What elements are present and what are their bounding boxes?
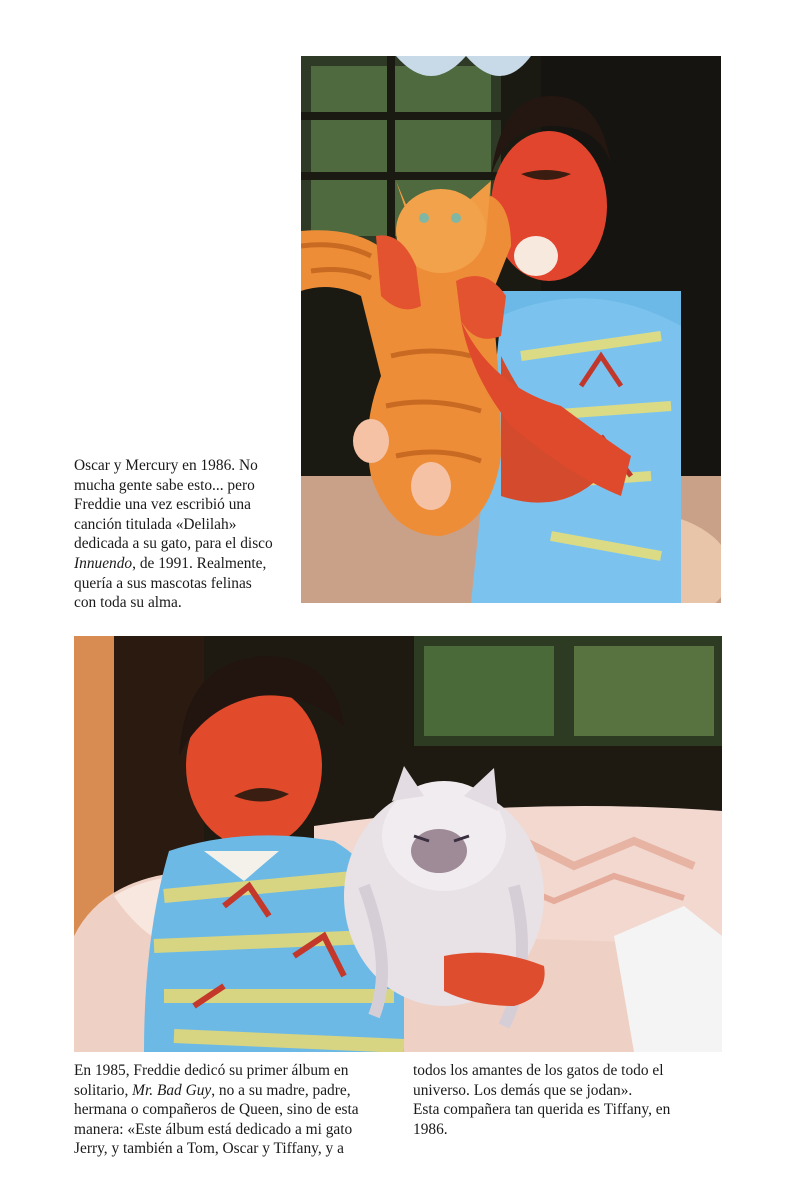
album-title-mr-bad-guy: Mr. Bad Guy <box>132 1081 212 1099</box>
man-with-white-cat-image <box>74 636 722 1052</box>
caption-line: universo. Los demás que se jodan». <box>413 1081 633 1099</box>
caption-mr-bad-guy <box>74 1061 394 1159</box>
caption-tiffany <box>413 1061 723 1139</box>
caption-line-start: solitario, <box>74 1081 133 1099</box>
caption-line: Jerry, y también a Tom, Oscar y Tiffany, y a <box>74 1140 344 1158</box>
caption-line: 1986. <box>413 1120 448 1138</box>
caption-line: manera: «Este álbum está dedicado a mi gato <box>74 1120 353 1138</box>
photo-tiffany <box>74 636 722 1052</box>
caption-oscar-mercury <box>74 456 288 613</box>
man-with-orange-cat-image <box>301 56 721 603</box>
caption-line: dedicada a su gato, para el disco <box>74 535 273 553</box>
photo-oscar-mercury <box>301 56 721 603</box>
caption-line: hermana o compañeros de Queen, sino de esta <box>74 1101 359 1119</box>
album-title-innuendo: Innuendo <box>74 554 133 572</box>
caption-line: mucha gente sabe esto... pero <box>74 476 255 494</box>
caption-line: Esta compañera tan querida es Tiffany, en <box>413 1101 671 1119</box>
caption-line: canción titulada «Delilah» <box>74 515 237 533</box>
caption-line-rest: , de 1991. Realmente, <box>132 554 267 572</box>
caption-line: todos los amantes de los gatos de todo el <box>413 1062 664 1079</box>
caption-line-rest: , no a su madre, padre, <box>211 1081 351 1099</box>
caption-line <box>74 1081 394 1101</box>
caption-line: Freddie una vez escribió una <box>74 496 251 514</box>
caption-line <box>74 554 288 574</box>
caption-line: quería a sus mascotas felinas <box>74 574 252 592</box>
caption-line: Oscar y Mercury en 1986. No <box>74 457 258 474</box>
caption-line: con toda su alma. <box>74 594 182 612</box>
caption-line: En 1985, Freddie dedicó su primer álbum en <box>74 1062 349 1079</box>
